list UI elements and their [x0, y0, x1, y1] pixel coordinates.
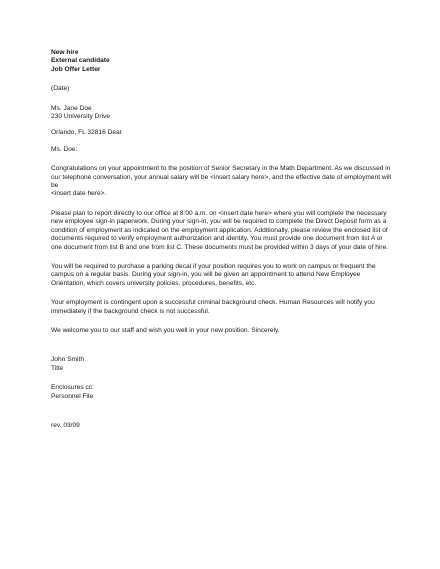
paragraph-line: You will be required to purchase a parking decal if your position requires you to work on campus or frequent the	[51, 262, 376, 270]
recipient-name: Ms. Jane Doe	[51, 104, 92, 112]
paragraph-congratulations	[51, 165, 396, 199]
paragraph-line: one document from list B and one from list C. These documents must be provided within 3 days of your date of hire.	[51, 243, 389, 251]
paragraph-line: our telephone conversation, your annual salary will be <insert salary here>, and the effective date of employment will be	[51, 173, 392, 190]
recipient-street: 230 University Drive	[51, 113, 110, 121]
letter-heading-title: Job Offer Letter	[51, 65, 101, 73]
paragraph-line: Your employment is contingent upon a successful criminal background check. Human Resources will notify you	[51, 299, 375, 307]
enclosures-label: Enclosures cc:	[51, 384, 94, 392]
signature-title: Title	[51, 364, 64, 372]
enclosure-item: Personnel File	[51, 392, 94, 400]
paragraph-line: We welcome you to our staff and wish you well in your new position. Sincerely,	[51, 326, 280, 334]
paragraph-line: <insert date here>.	[51, 190, 107, 198]
paragraph-line: new employee sign-in paperwork. During your sign-in, you will be required to complete the Direct Deposit form as a	[51, 218, 387, 226]
paragraph-background-check	[51, 299, 396, 316]
paragraph-line: Orientation, which covers university policies, procedures, benefits, etc.	[51, 279, 257, 287]
paragraph-welcome	[51, 327, 396, 335]
signature-name: John Smith	[51, 356, 84, 364]
recipient-city-dear: Orlando, FL 32816 Dear	[51, 129, 122, 137]
job-offer-letter	[51, 49, 396, 430]
paragraph-line: condition of employment as indicated on the employment application. Additionally, please review the enclosed list of	[51, 226, 388, 234]
letter-heading-new-hire: New hire	[51, 49, 79, 56]
paragraph-line: immediately if the background check is not successful.	[51, 307, 210, 315]
revision-note: rev. 03/09	[51, 421, 80, 429]
paragraph-line: campus on a regular basis. During your sign-in, you will be given an appointment to attend New Employee	[51, 271, 361, 279]
salutation: Ms. Doe:	[51, 145, 78, 153]
letter-heading-candidate: External candidate	[51, 57, 110, 65]
paragraph-report	[51, 210, 396, 252]
paragraph-parking	[51, 263, 396, 288]
paragraph-line: documents required to verify employment authorization and identity. You must provide one document from list A or	[51, 235, 383, 243]
letter-date: (Date)	[51, 85, 70, 93]
paragraph-line: Congratulations on your appointment to the position of Senior Secretary in the Math Department. As we discussed in	[51, 165, 391, 173]
paragraph-line: Please plan to report directly to our office at 8:00 a.m. on <insert date here> where you will complete the necessary	[51, 209, 387, 217]
